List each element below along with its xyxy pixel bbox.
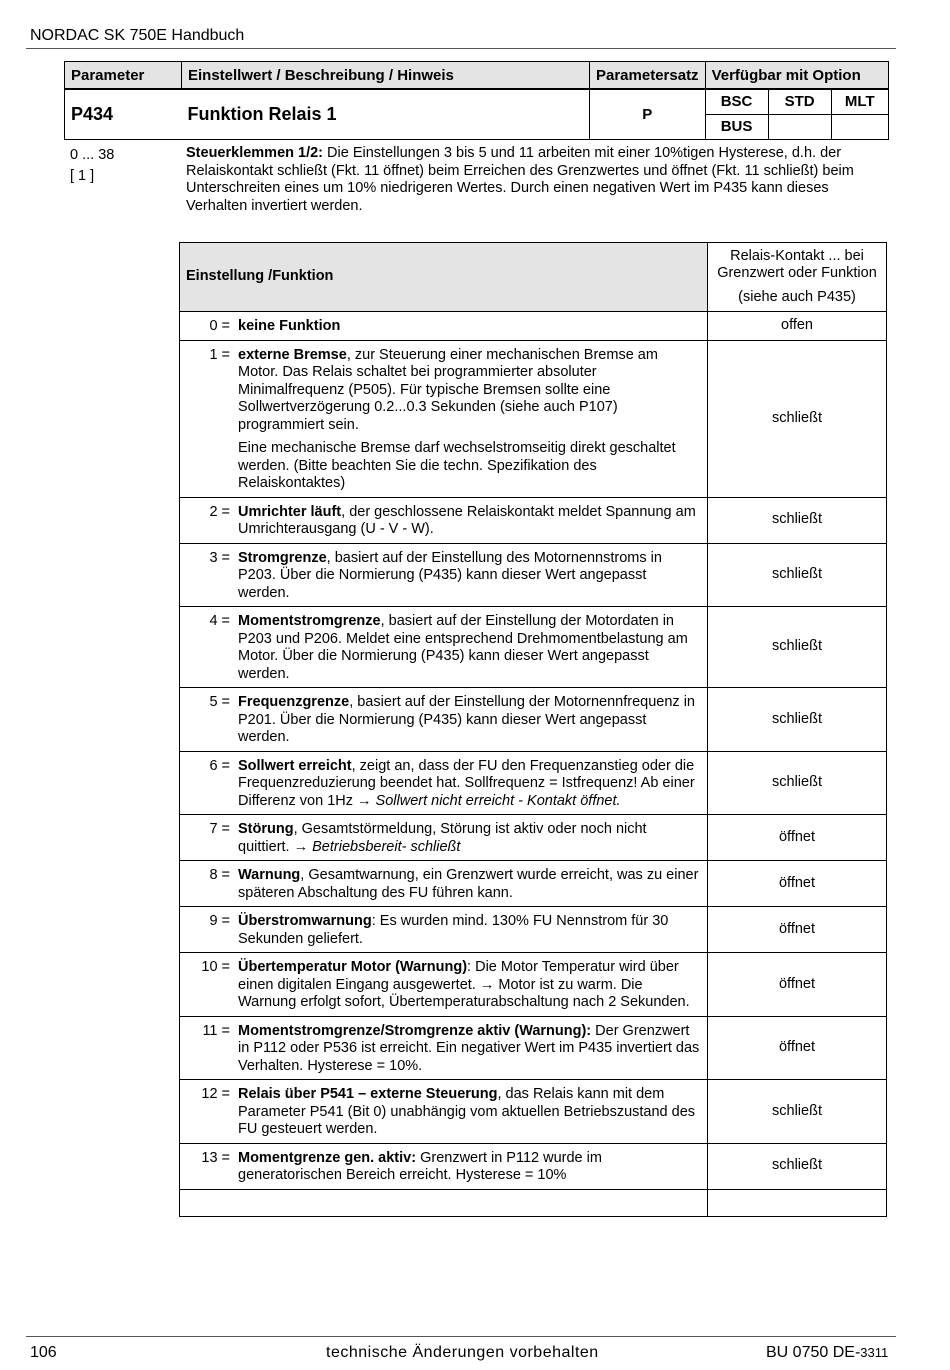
function-number: 10 = (180, 953, 233, 1017)
parameter-row (65, 89, 889, 114)
function-header-left: Einstellung /Funktion (180, 243, 708, 312)
function-description (232, 815, 708, 861)
function-number: 8 = (180, 861, 233, 907)
function-row (180, 815, 887, 861)
document-id-main: BU 0750 DE- (766, 1344, 861, 1361)
relay-contact-state: öffnet (708, 861, 887, 907)
function-description (232, 861, 708, 907)
function-detail-italic: Betriebsbereit- schließt (312, 838, 461, 855)
document-id-version: 3311 (860, 1345, 889, 1360)
function-description-text (238, 867, 701, 902)
function-row (180, 907, 887, 953)
function-description (232, 953, 708, 1017)
function-note: Eine mechanische Bremse darf wechselstromseitig direkt geschaltet werden. (Bitte beachten Sie die techn. Spezifikation des Relaiskontaktes) (238, 440, 676, 491)
intro-text: Die Einstellungen 3 bis 5 und 11 arbeiten mit einer 10%tigen Hysterese, d.h. der Relaiskontakt schließt (Fkt. 11 öffnet) beim Erreichen des Grenzwertes und öffnet (Fkt. 11 schließt) beim Unterschreiten eines um 10% niedrigeren Wertes. Durch einen negativen Wert im P435 kann dieses Verhalten invertiert werden. (186, 145, 854, 214)
function-description-text (238, 613, 701, 683)
function-detail: , basiert auf der Einstellung des Motornennstroms in P203. Über die Normierung (P435) kann dieser Wert angepasst werden. (238, 549, 662, 601)
footer-note: technische Änderungen vorbehalten (326, 1344, 599, 1361)
col-value-description: Einstellwert / Beschreibung / Hinweis (182, 62, 590, 90)
relay-contact-state: schließt (708, 497, 887, 543)
function-number: 5 = (180, 688, 233, 752)
function-description-text (238, 1086, 701, 1139)
function-number: 11 = (180, 1016, 233, 1080)
page-number: 106 (30, 1344, 57, 1361)
option-bus: BUS (705, 114, 768, 139)
function-detail: , Gesamtstörmeldung, Störung ist aktiv oder noch nicht quittiert. → (238, 821, 647, 855)
function-description-text (238, 959, 701, 1012)
function-detail: , basiert auf der Einstellung der Motordaten in P203 und P206. Meldet eine entsprechend Drehmomentbelastung am Motor. Über die Normierung (P435) kann dieser Wert angepasst werden. (238, 613, 688, 682)
function-header-right-line1: Relais-Kontakt ... bei Grenzwert oder Funktion (717, 247, 877, 282)
function-name: Frequenzgrenze (238, 694, 350, 710)
function-row (180, 497, 887, 543)
function-row (180, 751, 887, 815)
function-detail: : Die Motor Temperatur wird über einen digitalen Eingang ausgewertet. → Motor ist zu warm. Die Warnung erfolgt sofort, Übertemperaturabschaltung nach 2 Sekunden. (238, 959, 690, 1010)
function-name: Warnung (238, 867, 301, 883)
relay-contact-state: schließt (708, 1143, 887, 1189)
function-detail: , Gesamtwarnung, ein Grenzwert wurde erreicht, was zu einer späteren Abschaltung des FU führen kann. (238, 867, 699, 901)
function-name: externe Bremse (238, 346, 347, 363)
function-number: 6 = (180, 751, 233, 815)
function-detail: , zur Steuerung einer mechanischen Bremse am Motor. Das Relais schaltet bei programmierter absoluter Minimalfrequenz (P505). Für typische Bremsen sollte eine Sollwertverzögerung 0.2...0.3 Sekunden (siehe auch P107) programmiert sein. (238, 346, 658, 433)
intro-paragraph (186, 145, 886, 215)
function-description-text (238, 694, 701, 747)
function-row (180, 953, 887, 1017)
function-description (232, 1143, 708, 1189)
function-description (232, 1080, 708, 1144)
function-description (232, 312, 708, 341)
function-detail: , zeigt an, dass der FU den Frequenzanstieg oder die Frequenzreduzierung beendet hat. Sollfrequenz = Istfrequenz! Ab einer Differenz von 1Hz → (238, 757, 695, 809)
parameter-name: Funktion Relais 1 (182, 89, 590, 139)
option-mlt: MLT (831, 89, 888, 114)
function-description-text (238, 758, 701, 811)
function-rows (180, 312, 887, 1190)
function-name: Übertemperatur Motor (Warnung) (238, 959, 468, 975)
function-description (232, 543, 708, 607)
relay-contact-state: schließt (708, 543, 887, 607)
parameter-header-table (64, 61, 889, 140)
function-table (179, 242, 887, 1217)
option-empty (831, 114, 888, 139)
footer-divider (26, 1336, 896, 1337)
option-empty (768, 114, 831, 139)
function-description-text (238, 821, 701, 856)
function-detail: , basiert auf der Einstellung der Motornennfrequenz in P201. Über die Normierung (P435) kann dieser Wert angepasst werden. (238, 694, 695, 745)
relay-contact-state: schließt (708, 340, 887, 497)
intro-bold: Steuerklemmen 1/2: (186, 145, 324, 161)
function-number: 12 = (180, 1080, 233, 1144)
function-row (180, 312, 887, 341)
relay-contact-state: schließt (708, 1080, 887, 1144)
function-detail: Grenzwert in P112 wurde im generatorischen Bereich erreicht. Hysterese = 10% (238, 1149, 602, 1183)
function-description-text (238, 1150, 701, 1185)
relay-contact-state: offen (708, 312, 887, 341)
function-name: Störung (238, 821, 294, 837)
function-description (232, 607, 708, 688)
function-name: Relais über P541 – externe Steuerung (238, 1086, 498, 1102)
function-name: Überstromwarnung (238, 913, 372, 929)
function-table-header (180, 243, 887, 312)
function-row (180, 1016, 887, 1080)
function-detail: , der geschlossene Relaiskontakt meldet Spannung am Umrichterausgang (U - V - W). (238, 503, 696, 537)
document-header-title: NORDAC SK 750E Handbuch (30, 27, 245, 44)
function-number: 4 = (180, 607, 233, 688)
range-default: [ 1 ] (70, 168, 95, 184)
function-description-text (238, 504, 701, 539)
function-name: Umrichter läuft (238, 503, 342, 520)
function-detail-italic: Sollwert nicht erreicht - Kontakt öffnet. (375, 792, 621, 809)
function-description (232, 751, 708, 815)
relay-contact-state: schließt (708, 607, 887, 688)
function-description (232, 907, 708, 953)
function-description-text (238, 1023, 701, 1076)
function-header-right-line2: (siehe auch P435) (738, 288, 856, 305)
function-description (232, 497, 708, 543)
function-description-text (238, 913, 701, 948)
function-row (180, 543, 887, 607)
function-row (180, 1080, 887, 1144)
function-row (180, 861, 887, 907)
function-number: 7 = (180, 815, 233, 861)
relay-contact-state: öffnet (708, 907, 887, 953)
function-name: Sollwert erreicht (238, 757, 352, 774)
function-description (232, 340, 708, 497)
relay-contact-state: öffnet (708, 1016, 887, 1080)
document-id (766, 1344, 888, 1362)
function-description-text (238, 550, 701, 603)
col-option: Verfügbar mit Option (705, 62, 888, 90)
option-std: STD (768, 89, 831, 114)
function-detail: Der Grenzwert in P112 oder P536 ist erreicht. Ein negativer Wert im P435 invertiert das Verhalten. Hysterese = 10%. (238, 1022, 700, 1074)
relay-contact-state: schließt (708, 751, 887, 815)
parameter-code: P434 (65, 89, 182, 139)
function-name: keine Funktion (238, 318, 341, 334)
function-number: 9 = (180, 907, 233, 953)
col-parameter-set: Parametersatz (590, 62, 706, 90)
function-name: Momentstromgrenze/Stromgrenze aktiv (Warnung): (238, 1022, 592, 1039)
col-parameter: Parameter (65, 62, 182, 90)
function-row (180, 340, 887, 497)
function-name: Momentgrenze gen. aktiv: (238, 1149, 417, 1166)
relay-contact-state: öffnet (708, 953, 887, 1017)
function-number: 3 = (180, 543, 233, 607)
function-row (180, 1143, 887, 1189)
function-description (232, 1016, 708, 1080)
function-header-right (708, 243, 887, 312)
function-name: Stromgrenze (238, 549, 327, 566)
function-description-text (238, 347, 701, 435)
function-name: Momentstromgrenze (238, 613, 381, 629)
function-empty-row (180, 1189, 887, 1216)
function-description (232, 688, 708, 752)
function-number: 1 = (180, 340, 233, 497)
function-empty-cell (180, 1189, 708, 1216)
relay-contact-state: öffnet (708, 815, 887, 861)
function-detail: , das Relais kann mit dem Parameter P541 (Bit 0) unabhängig vom aktuellen Betriebszustand des FU gesteuert werden. (238, 1086, 696, 1137)
option-bsc: BSC (705, 89, 768, 114)
function-number: 2 = (180, 497, 233, 543)
function-row (180, 607, 887, 688)
value-range (70, 145, 114, 187)
parameter-set-value: P (590, 89, 706, 139)
header-divider (26, 48, 896, 49)
function-empty-result (708, 1189, 887, 1216)
parameter-column-headers (65, 62, 889, 90)
function-number: 13 = (180, 1143, 233, 1189)
function-row (180, 688, 887, 752)
function-description-text (238, 318, 701, 336)
function-number: 0 = (180, 312, 233, 341)
relay-contact-state: schließt (708, 688, 887, 752)
function-detail: : Es wurden mind. 130% FU Nennstrom für 30 Sekunden geliefert. (238, 913, 669, 947)
range-values: 0 ... 38 (70, 147, 115, 163)
